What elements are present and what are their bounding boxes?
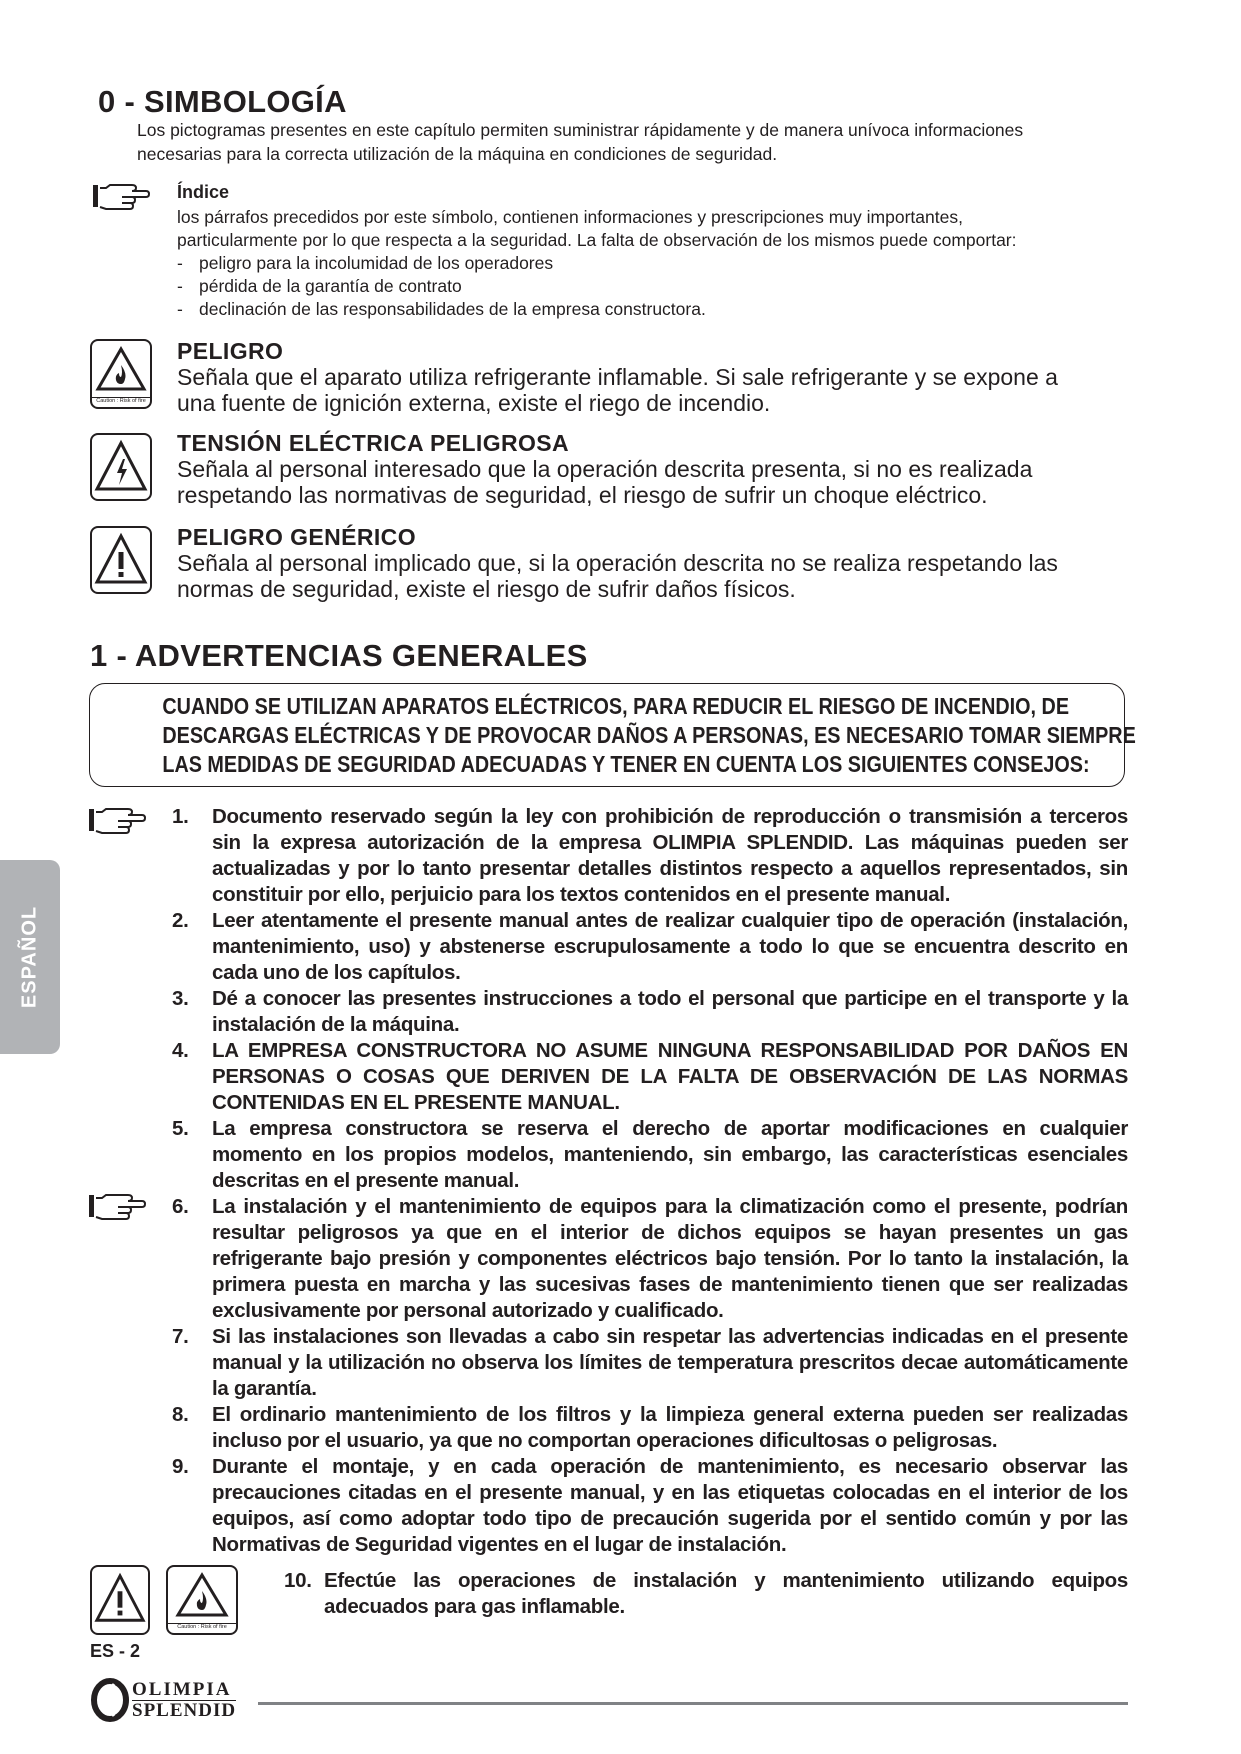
footer-divider: [258, 1702, 1128, 1705]
brand-name-1: OLIMPIA: [132, 1679, 232, 1700]
list-item: 4. LA EMPRESA CONSTRUCTORA NO ASUME NINGUNA RESPONSABILIDAD POR DAÑOS EN PERSONAS O COSAS QUE DERIVEN DE LA FALTA DE OBSERVACIÓN DE LAS NORMAS CONTENIDAS EN EL PRESENTE MANUAL.: [172, 1039, 1128, 1114]
symbol-text-generic: Señala al personal implicado que, si la operación descrita no se realiza respetando las normas de seguridad, existe el riesgo de sufrir daños físicos.: [177, 550, 1058, 602]
index-text: los párrafos precedidos por este símbolo, contienen informaciones y prescripciones muy importantes, particularmente por lo que respecta a la seguridad. La falta de observación de los mismos puede comportar:: [177, 207, 1017, 250]
general-warning-icon: [90, 526, 152, 594]
list-item: 6. La instalación y el mantenimiento de equipos para la climatización como el presente, podrían resultar peligrosos ya que en el interior de dichos equipos se hayan presentes un gas refrigerante bajo presión y componentes eléctricos bajo tensión. Por lo tanto la instalación, la primera puesta en marcha y las sucesivas fases de mantenimiento tienen que ser realizadas exclusivamente por personal autorizado y cualificado.: [172, 1195, 1128, 1322]
list-item: 10. Efectúe las operaciones de instalación y mantenimiento utilizando equipos adecuados para gas inflamable.: [284, 1569, 1128, 1618]
list-item: 1. Documento reservado según la ley con prohibición de reproducción o transmisión a terceros sin la expresa autorización de la empresa OLIMPIA SPLENDID. Las máquinas pueden ser actualizadas y por lo tanto presentar detalles distintos respecto a aquellos representados, sin constituir por ello, perjuicio para los textos contenidos en el presente manual.: [172, 805, 1128, 906]
symbol-text-electric: Señala al personal interesado que la operación descrita presenta, si no es realizada respetando las normativas de seguridad, el riesgo de sufrir un choque eléctrico.: [177, 456, 1033, 508]
index-title: Índice: [177, 182, 230, 202]
section-0-title: 0 - SIMBOLOGÍA: [98, 84, 347, 119]
list-item: - declinación de las responsabilidades de la empresa constructora.: [177, 299, 706, 319]
pointing-hand-icon: [88, 1192, 146, 1222]
list-item: 7. Si las instalaciones son llevadas a cabo sin respetar las advertencias indicadas en el presente manual y la utilización no observa los límites de temperatura prescritos decae automáticamente la garantía.: [172, 1325, 1128, 1400]
list-item: 3. Dé a conocer las presentes instrucciones a todo el personal que participe en el transporte y la instalación de la máquina.: [172, 987, 1128, 1036]
symbol-title-electric: TENSIÓN ELÉCTRICA PELIGROSA: [177, 430, 570, 456]
list-item: - peligro para la incolumidad de los operadores: [177, 253, 554, 273]
list-item: 5. La empresa constructora se reserva el derecho de aportar modificaciones en cualquier momento en los propios modelos, manteniendo, sin embargo, las características esenciales descritas en el presente manual.: [172, 1117, 1128, 1192]
brand-logo-mark: [88, 1678, 132, 1722]
symbol-title-generic: PELIGRO GENÉRICO: [177, 524, 416, 550]
pointing-hand-icon: [88, 806, 146, 836]
language-side-tab: ESPAÑOL: [0, 860, 60, 1054]
electric-shock-warning-icon: [90, 433, 152, 501]
symbol-title-danger: PELIGRO: [177, 338, 284, 364]
fire-warning-icon: [90, 339, 152, 409]
fire-caption: Caution : Risk of fire: [92, 397, 150, 404]
warnings-list: [160, 804, 1128, 1620]
list-item: - pérdida de la garantía de contrato: [177, 276, 462, 296]
page-number: ES - 2: [90, 1641, 141, 1661]
list-item: 2. Leer atentamente el presente manual antes de realizar cualquier tipo de operación (instalación, mantenimiento, uso) y abstenerse escrupulosamente a todo lo que se encuentra descrito en cada uno de los capítulos.: [172, 909, 1128, 984]
list-item: 9. Durante el montaje, y en cada operación de mantenimiento, es necesario observar las precauciones citadas en el presente manual, y en las etiquetas colocadas en el interior de los equipos, así como adoptar todo tipo de precaución sugerida por el sentido común y por las Normativas de Seguridad vigentes en el lugar de instalación.: [172, 1455, 1128, 1556]
section-1-title: 1 - ADVERTENCIAS GENERALES: [90, 638, 588, 673]
fire-caption: Caution : Risk of fire: [168, 1623, 236, 1630]
safety-callout-box: CUANDO SE UTILIZAN APARATOS ELÉCTRICOS, PARA REDUCIR EL RIESGO DE INCENDIO, DE DESCARGAS ELÉCTRICAS Y DE PROVOCAR DAÑOS A PERSONAS, ES NECESARIO TOMAR SIEMPRE LAS MEDIDAS DE SEGURIDAD ADECUADAS Y TENER EN CUENTA LOS SIGUIENTES CONSEJOS:: [89, 683, 1125, 787]
symbol-text-danger: Señala que el aparato utiliza refrigerante inflamable. Si sale refrigerante y se expone a una fuente de ignición externa, existe el riego de incendio.: [177, 364, 1058, 416]
fire-warning-icon: [166, 1565, 238, 1635]
general-warning-icon: [90, 1565, 150, 1635]
brand-name-2: SPLENDID: [132, 1700, 237, 1721]
index-bullets: [177, 252, 1077, 321]
list-item: 8. El ordinario mantenimiento de los filtros y la limpieza general externa pueden ser realizadas incluso por el usuario, ya que no comportan operaciones dificultosas o peligrosas.: [172, 1403, 1128, 1452]
pointing-hand-icon: [92, 182, 150, 212]
brand-logo: [88, 1678, 258, 1724]
section-0-intro: Los pictogramas presentes en este capítulo permiten suministrar rápidamente y de manera unívoca informaciones necesarias para la correcta utilización de la máquina en condiciones de seguridad.: [137, 120, 1024, 164]
